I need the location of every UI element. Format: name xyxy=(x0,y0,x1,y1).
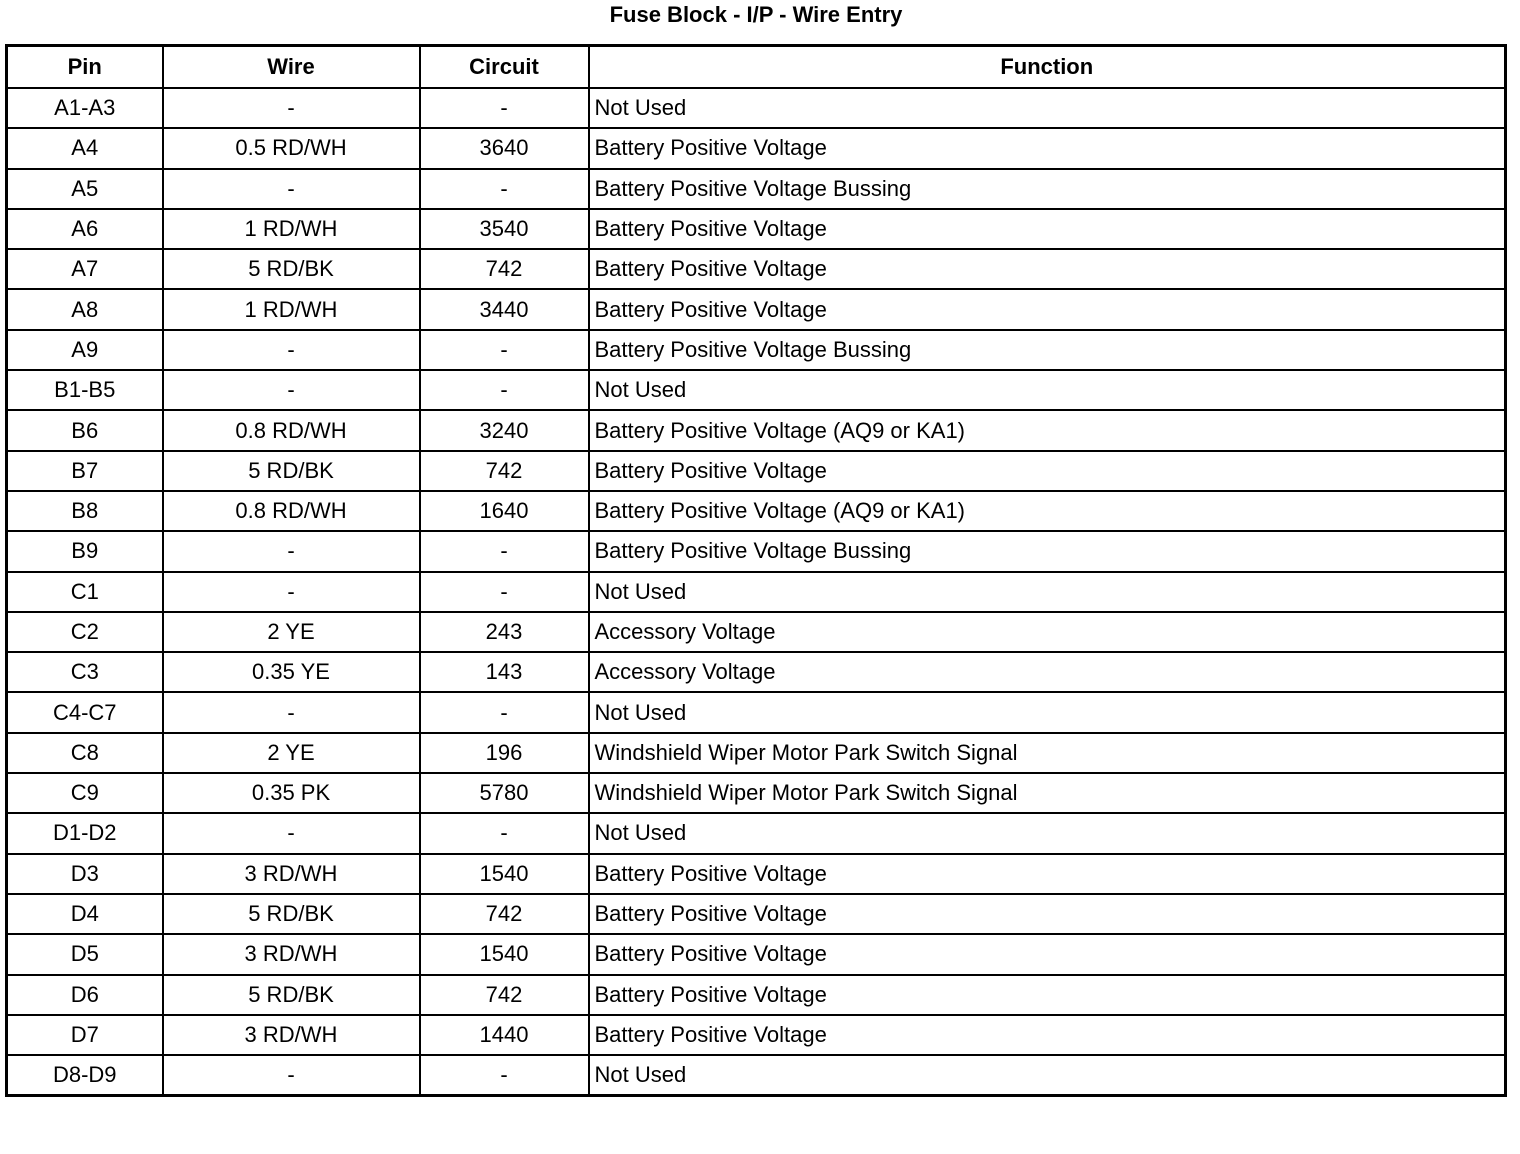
table-row xyxy=(7,733,1506,773)
circuit-cell: - xyxy=(420,330,589,370)
function-cell: Battery Positive Voltage xyxy=(589,128,1506,168)
pin-cell: B1-B5 xyxy=(7,370,163,410)
circuit-cell: - xyxy=(420,572,589,612)
wire-cell: 0.8 RD/WH xyxy=(163,410,420,450)
wire-cell: - xyxy=(163,572,420,612)
function-cell: Accessory Voltage xyxy=(589,612,1506,652)
function-cell: Windshield Wiper Motor Park Switch Signal xyxy=(589,733,1506,773)
wire-cell: - xyxy=(163,813,420,853)
pin-cell: B6 xyxy=(7,410,163,450)
wire-cell: 5 RD/BK xyxy=(163,975,420,1015)
circuit-cell: 3540 xyxy=(420,209,589,249)
function-cell: Battery Positive Voltage Bussing xyxy=(589,169,1506,209)
table-row xyxy=(7,289,1506,329)
table-row xyxy=(7,612,1506,652)
wire-cell: 5 RD/BK xyxy=(163,894,420,934)
pin-cell: C3 xyxy=(7,652,163,692)
circuit-cell: - xyxy=(420,692,589,732)
header-function: Function xyxy=(589,46,1506,89)
pin-cell: C4-C7 xyxy=(7,692,163,732)
wire-cell: - xyxy=(163,330,420,370)
circuit-cell: - xyxy=(420,813,589,853)
pin-cell: A9 xyxy=(7,330,163,370)
function-cell: Windshield Wiper Motor Park Switch Signal xyxy=(589,773,1506,813)
wire-cell: 0.5 RD/WH xyxy=(163,128,420,168)
wire-cell: 2 YE xyxy=(163,733,420,773)
table-row xyxy=(7,934,1506,974)
wire-cell: 2 YE xyxy=(163,612,420,652)
table-row xyxy=(7,330,1506,370)
function-cell: Battery Positive Voltage xyxy=(589,1015,1506,1055)
function-cell: Battery Positive Voltage xyxy=(589,894,1506,934)
pin-cell: D8-D9 xyxy=(7,1055,163,1096)
table-row xyxy=(7,894,1506,934)
pin-cell: B7 xyxy=(7,451,163,491)
function-cell: Not Used xyxy=(589,572,1506,612)
circuit-cell: - xyxy=(420,169,589,209)
function-cell: Accessory Voltage xyxy=(589,652,1506,692)
function-cell: Battery Positive Voltage xyxy=(589,934,1506,974)
table-row xyxy=(7,169,1506,209)
wire-cell: 0.35 PK xyxy=(163,773,420,813)
function-cell: Not Used xyxy=(589,692,1506,732)
wire-cell: 1 RD/WH xyxy=(163,209,420,249)
wire-cell: 1 RD/WH xyxy=(163,289,420,329)
circuit-cell: 3440 xyxy=(420,289,589,329)
wire-cell: 5 RD/BK xyxy=(163,249,420,289)
wire-cell: 0.35 YE xyxy=(163,652,420,692)
function-cell: Battery Positive Voltage (AQ9 or KA1) xyxy=(589,491,1506,531)
header-circuit: Circuit xyxy=(420,46,589,89)
wire-cell: 5 RD/BK xyxy=(163,451,420,491)
header-pin: Pin xyxy=(7,46,163,89)
wire-cell: - xyxy=(163,88,420,128)
pin-cell: A4 xyxy=(7,128,163,168)
pin-cell: D1-D2 xyxy=(7,813,163,853)
function-cell: Battery Positive Voltage Bussing xyxy=(589,531,1506,571)
function-cell: Battery Positive Voltage xyxy=(589,451,1506,491)
circuit-cell: 5780 xyxy=(420,773,589,813)
table-row xyxy=(7,773,1506,813)
table-row xyxy=(7,128,1506,168)
table-row xyxy=(7,531,1506,571)
circuit-cell: 143 xyxy=(420,652,589,692)
table-row xyxy=(7,491,1506,531)
function-cell: Battery Positive Voltage Bussing xyxy=(589,330,1506,370)
circuit-cell: 1640 xyxy=(420,491,589,531)
circuit-cell: 3240 xyxy=(420,410,589,450)
pin-cell: A1-A3 xyxy=(7,88,163,128)
wire-cell: - xyxy=(163,531,420,571)
table-row xyxy=(7,652,1506,692)
circuit-cell: 3640 xyxy=(420,128,589,168)
document-title: Fuse Block - I/P - Wire Entry xyxy=(609,2,903,27)
function-cell: Battery Positive Voltage xyxy=(589,975,1506,1015)
pin-cell: C1 xyxy=(7,572,163,612)
circuit-cell: 1540 xyxy=(420,934,589,974)
table-row xyxy=(7,1015,1506,1055)
table-row xyxy=(7,975,1506,1015)
circuit-cell: 1540 xyxy=(420,854,589,894)
circuit-cell: 742 xyxy=(420,451,589,491)
wire-cell: - xyxy=(163,370,420,410)
circuit-cell: 742 xyxy=(420,975,589,1015)
circuit-cell: - xyxy=(420,531,589,571)
pin-cell: A6 xyxy=(7,209,163,249)
pin-cell: C2 xyxy=(7,612,163,652)
function-cell: Battery Positive Voltage xyxy=(589,249,1506,289)
pin-cell: B9 xyxy=(7,531,163,571)
wire-entry-table xyxy=(5,44,1507,1097)
pin-cell: A7 xyxy=(7,249,163,289)
table-row xyxy=(7,209,1506,249)
table-row xyxy=(7,692,1506,732)
table-row xyxy=(7,410,1506,450)
pin-cell: D3 xyxy=(7,854,163,894)
circuit-cell: - xyxy=(420,88,589,128)
wire-cell: - xyxy=(163,1055,420,1096)
pin-cell: D5 xyxy=(7,934,163,974)
wire-cell: 3 RD/WH xyxy=(163,934,420,974)
function-cell: Battery Positive Voltage (AQ9 or KA1) xyxy=(589,410,1506,450)
function-cell: Battery Positive Voltage xyxy=(589,289,1506,329)
circuit-cell: 1440 xyxy=(420,1015,589,1055)
function-cell: Not Used xyxy=(589,88,1506,128)
pin-cell: C9 xyxy=(7,773,163,813)
table-row xyxy=(7,451,1506,491)
table-body xyxy=(7,88,1506,1096)
table-header-row xyxy=(7,46,1506,89)
circuit-cell: 742 xyxy=(420,249,589,289)
pin-cell: C8 xyxy=(7,733,163,773)
circuit-cell: - xyxy=(420,370,589,410)
table-row xyxy=(7,813,1506,853)
function-cell: Not Used xyxy=(589,1055,1506,1096)
circuit-cell: 196 xyxy=(420,733,589,773)
table-row xyxy=(7,854,1506,894)
wire-cell: 3 RD/WH xyxy=(163,854,420,894)
table-row xyxy=(7,249,1506,289)
wire-cell: 3 RD/WH xyxy=(163,1015,420,1055)
table-row xyxy=(7,88,1506,128)
pin-cell: D6 xyxy=(7,975,163,1015)
function-cell: Battery Positive Voltage xyxy=(589,854,1506,894)
function-cell: Not Used xyxy=(589,370,1506,410)
table-row xyxy=(7,1055,1506,1096)
pin-cell: A8 xyxy=(7,289,163,329)
wire-cell: 0.8 RD/WH xyxy=(163,491,420,531)
pin-cell: D7 xyxy=(7,1015,163,1055)
table-row xyxy=(7,572,1506,612)
function-cell: Not Used xyxy=(589,813,1506,853)
circuit-cell: 243 xyxy=(420,612,589,652)
circuit-cell: - xyxy=(420,1055,589,1096)
circuit-cell: 742 xyxy=(420,894,589,934)
pin-cell: B8 xyxy=(7,491,163,531)
function-cell: Battery Positive Voltage xyxy=(589,209,1506,249)
table-row xyxy=(7,370,1506,410)
header-wire: Wire xyxy=(163,46,420,89)
pin-cell: A5 xyxy=(7,169,163,209)
wire-cell: - xyxy=(163,692,420,732)
pin-cell: D4 xyxy=(7,894,163,934)
wire-cell: - xyxy=(163,169,420,209)
